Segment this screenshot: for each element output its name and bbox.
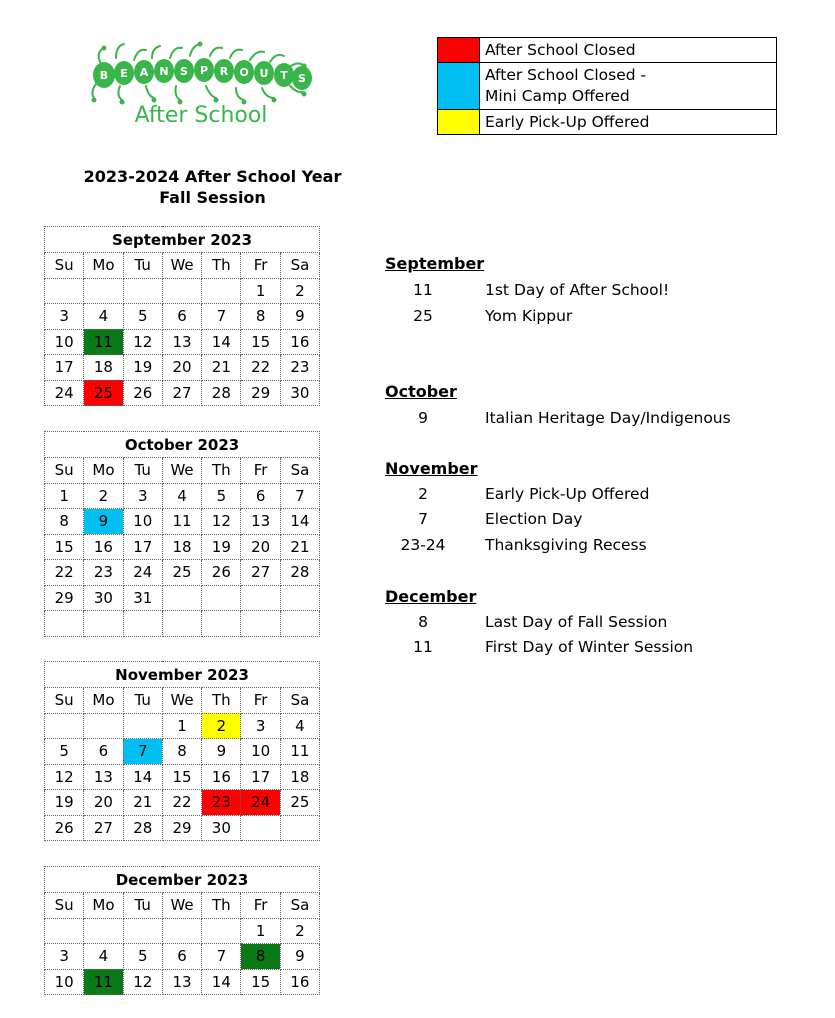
calendar-day: 12 <box>45 764 84 790</box>
calendar-day: 24 <box>241 790 280 816</box>
subtitle-line: Fall Session <box>159 188 266 207</box>
logo-letter: P <box>199 64 209 77</box>
calendar-day: 4 <box>84 304 123 330</box>
calendar-day: 17 <box>123 534 162 560</box>
calendar-day: 24 <box>123 560 162 586</box>
calendar-day: 8 <box>45 509 84 535</box>
calendar-weekday-row <box>45 253 320 279</box>
weekday-label: Th <box>202 688 241 714</box>
calendar-day: 16 <box>84 534 123 560</box>
calendar-week-row <box>45 304 320 330</box>
legend-row-early-pickup <box>438 110 777 135</box>
calendar-empty-cell <box>202 918 241 944</box>
legend-label <box>480 63 777 110</box>
weekday-label: Fr <box>241 893 280 919</box>
calendar-empty-cell <box>280 815 319 841</box>
calendar-day: 14 <box>202 329 241 355</box>
event-text: Election Day <box>485 510 583 528</box>
calendar-empty-cell <box>45 713 84 739</box>
weekday-label: Tu <box>123 458 162 484</box>
calendar-month-title: December 2023 <box>45 867 320 893</box>
calendar-day: 4 <box>280 713 319 739</box>
calendar-day: 13 <box>241 509 280 535</box>
calendar-empty-cell <box>45 611 84 637</box>
calendar-weekday-row <box>45 688 320 714</box>
calendar-weekday-row <box>45 458 320 484</box>
calendar-month-title: September 2023 <box>45 227 320 253</box>
calendar-empty-cell <box>123 918 162 944</box>
calendar-november <box>44 661 320 841</box>
calendar-day: 26 <box>123 380 162 406</box>
legend-swatch-blue <box>438 63 480 110</box>
calendar-empty-cell <box>162 918 201 944</box>
calendar-empty-cell <box>84 713 123 739</box>
logo-letter: T <box>280 69 288 82</box>
calendar-day: 6 <box>162 944 201 970</box>
calendar-week-row <box>45 713 320 739</box>
calendar-day: 2 <box>84 483 123 509</box>
calendar-day: 27 <box>162 380 201 406</box>
calendar-day: 21 <box>202 355 241 381</box>
calendar-day: 16 <box>280 329 319 355</box>
calendar-day: 3 <box>45 304 84 330</box>
calendar-day: 6 <box>162 304 201 330</box>
calendar-week-row <box>45 380 320 406</box>
events-month-heading: November <box>385 459 478 478</box>
event-text: Early Pick-Up Offered <box>485 485 650 503</box>
weekday-label: Mo <box>84 893 123 919</box>
calendar-day: 9 <box>280 304 319 330</box>
event-day: 8 <box>418 613 428 631</box>
events-month-heading: September <box>385 254 485 273</box>
calendar-day: 19 <box>45 790 84 816</box>
calendar-day: 27 <box>84 815 123 841</box>
calendar-day: 7 <box>123 739 162 765</box>
calendar-week-row <box>45 944 320 970</box>
logo-letter: S <box>298 72 306 85</box>
weekday-label: Sa <box>280 458 319 484</box>
event-text: First Day of Winter Session <box>485 638 694 656</box>
weekday-label: Su <box>45 253 84 279</box>
event-day: 9 <box>418 409 428 427</box>
calendar-empty-cell <box>280 611 319 637</box>
calendar-day: 22 <box>45 560 84 586</box>
calendar-day: 18 <box>84 355 123 381</box>
calendar-month-title: October 2023 <box>45 432 320 458</box>
calendar-day: 26 <box>202 560 241 586</box>
calendar-day: 10 <box>123 509 162 535</box>
calendar-header-row <box>45 662 320 688</box>
calendar-day: 23 <box>84 560 123 586</box>
legend-swatch-red <box>438 38 480 63</box>
calendar-weekday-row <box>45 893 320 919</box>
calendar-day: 3 <box>123 483 162 509</box>
calendar-empty-cell <box>241 585 280 611</box>
calendar-day: 14 <box>280 509 319 535</box>
weekday-label: Tu <box>123 893 162 919</box>
calendar-day: 16 <box>202 764 241 790</box>
calendar-day: 21 <box>123 790 162 816</box>
calendar-september <box>44 226 320 406</box>
event-day: 2 <box>418 485 428 503</box>
logo-letter: S <box>180 65 188 78</box>
calendar-day: 23 <box>280 355 319 381</box>
calendar-week-row <box>45 815 320 841</box>
legend-swatch-yellow <box>438 110 480 135</box>
calendar-empty-cell <box>241 815 280 841</box>
calendar-day: 5 <box>123 304 162 330</box>
calendar-day: 9 <box>84 509 123 535</box>
event-text: Italian Heritage Day/Indigenous <box>485 409 731 427</box>
calendar-day: 30 <box>280 380 319 406</box>
calendar-day: 3 <box>241 713 280 739</box>
event-text: Yom Kippur <box>485 307 573 325</box>
calendar-day: 22 <box>162 790 201 816</box>
calendar-day: 8 <box>241 944 280 970</box>
calendar-day: 8 <box>241 304 280 330</box>
weekday-label: We <box>162 893 201 919</box>
calendar-empty-cell <box>280 585 319 611</box>
calendar-empty-cell <box>202 278 241 304</box>
weekday-label: Sa <box>280 253 319 279</box>
calendar-day: 20 <box>162 355 201 381</box>
calendar-day: 20 <box>84 790 123 816</box>
calendar-day: 13 <box>84 764 123 790</box>
calendar-day: 14 <box>123 764 162 790</box>
calendar-empty-cell <box>241 611 280 637</box>
calendar-empty-cell <box>202 611 241 637</box>
calendar-week-row <box>45 483 320 509</box>
calendar-day: 5 <box>123 944 162 970</box>
calendar-empty-cell <box>123 713 162 739</box>
weekday-label: Fr <box>241 688 280 714</box>
calendar-day: 12 <box>123 329 162 355</box>
calendar-week-row <box>45 509 320 535</box>
logo-letter: B <box>99 69 109 82</box>
calendar-day: 1 <box>45 483 84 509</box>
logo-letter: E <box>120 67 128 80</box>
weekday-label: Mo <box>84 458 123 484</box>
weekday-label: Mo <box>84 253 123 279</box>
calendar-day: 1 <box>241 278 280 304</box>
weekday-label: Su <box>45 893 84 919</box>
calendar-day: 10 <box>45 329 84 355</box>
calendar-day: 31 <box>123 585 162 611</box>
event-day: 7 <box>418 510 428 528</box>
logo-letter: R <box>219 65 229 78</box>
calendar-day: 4 <box>84 944 123 970</box>
calendar-week-row <box>45 585 320 611</box>
legend <box>437 37 777 135</box>
logo-subtitle: After School <box>134 103 268 128</box>
calendar-day: 12 <box>202 509 241 535</box>
page-title <box>60 166 365 208</box>
calendar-week-row <box>45 764 320 790</box>
calendar-december <box>44 866 320 995</box>
weekday-label: Tu <box>123 688 162 714</box>
calendar-day: 23 <box>202 790 241 816</box>
weekday-label: We <box>162 688 201 714</box>
calendar-day: 22 <box>241 355 280 381</box>
calendar-day: 3 <box>45 944 84 970</box>
calendar-day: 15 <box>241 329 280 355</box>
calendar-day: 30 <box>202 815 241 841</box>
calendar-day: 18 <box>280 764 319 790</box>
weekday-label: We <box>162 458 201 484</box>
logo-letter: O <box>239 66 249 79</box>
calendar-empty-cell <box>45 278 84 304</box>
legend-label-line: After School Closed - <box>485 66 647 84</box>
calendar-day: 24 <box>45 380 84 406</box>
calendar-week-row <box>45 534 320 560</box>
calendar-day: 17 <box>241 764 280 790</box>
calendar-day: 13 <box>162 969 201 995</box>
event-day: 11 <box>413 638 433 656</box>
event-text: 1st Day of After School! <box>485 281 670 299</box>
calendar-day: 25 <box>280 790 319 816</box>
calendar-day: 28 <box>280 560 319 586</box>
calendar-day: 14 <box>202 969 241 995</box>
calendar-day: 4 <box>162 483 201 509</box>
calendar-empty-cell <box>202 585 241 611</box>
legend-label-line: Mini Camp Offered <box>485 87 630 105</box>
logo-graphic <box>86 40 316 130</box>
calendar-day: 7 <box>280 483 319 509</box>
weekday-label: Th <box>202 458 241 484</box>
calendar-empty-cell <box>84 611 123 637</box>
event-day: 25 <box>413 307 433 325</box>
weekday-label: Su <box>45 688 84 714</box>
event-text: Last Day of Fall Session <box>485 613 668 631</box>
calendar-day: 9 <box>202 739 241 765</box>
calendar-empty-cell <box>84 278 123 304</box>
calendar-day: 20 <box>241 534 280 560</box>
calendar-day: 15 <box>45 534 84 560</box>
legend-label: After School Closed <box>480 38 777 63</box>
calendar-header-row <box>45 432 320 458</box>
calendar-day: 12 <box>123 969 162 995</box>
beansprouts-logo <box>86 40 316 130</box>
calendar-day: 28 <box>202 380 241 406</box>
calendar-day: 2 <box>280 278 319 304</box>
calendar-day: 8 <box>162 739 201 765</box>
calendar-day: 18 <box>162 534 201 560</box>
weekday-label: We <box>162 253 201 279</box>
calendar-day: 11 <box>84 969 123 995</box>
calendar-empty-cell <box>162 278 201 304</box>
legend-label: Early Pick-Up Offered <box>480 110 777 135</box>
calendar-day: 6 <box>84 739 123 765</box>
calendar-week-row <box>45 739 320 765</box>
legend-row-closed <box>438 38 777 63</box>
calendar-day: 1 <box>162 713 201 739</box>
calendar-week-row <box>45 329 320 355</box>
event-text: Thanksgiving Recess <box>485 536 647 554</box>
calendar-header-row <box>45 227 320 253</box>
calendar-week-row <box>45 278 320 304</box>
calendar-empty-cell <box>84 918 123 944</box>
weekday-label: Th <box>202 253 241 279</box>
events-month-heading: December <box>385 587 477 606</box>
weekday-label: Fr <box>241 253 280 279</box>
calendar-day: 27 <box>241 560 280 586</box>
calendar-day: 9 <box>280 944 319 970</box>
calendar-day: 2 <box>202 713 241 739</box>
calendar-day: 11 <box>84 329 123 355</box>
calendar-week-row <box>45 918 320 944</box>
events-month-heading: October <box>385 382 457 401</box>
calendar-week-row <box>45 611 320 637</box>
title-line: 2023-2024 After School Year <box>83 167 342 186</box>
calendar-day: 13 <box>162 329 201 355</box>
calendar-header-row <box>45 867 320 893</box>
calendar-day: 25 <box>162 560 201 586</box>
calendar-day: 26 <box>45 815 84 841</box>
logo-letter: U <box>259 67 269 80</box>
weekday-label: Tu <box>123 253 162 279</box>
calendar-empty-cell <box>123 611 162 637</box>
calendar-day: 19 <box>202 534 241 560</box>
calendar-day: 30 <box>84 585 123 611</box>
calendar-day: 10 <box>241 739 280 765</box>
calendar-day: 7 <box>202 944 241 970</box>
calendar-week-row <box>45 560 320 586</box>
calendar-day: 2 <box>280 918 319 944</box>
weekday-label: Th <box>202 893 241 919</box>
calendar-day: 11 <box>162 509 201 535</box>
calendar-week-row <box>45 790 320 816</box>
calendar-day: 28 <box>123 815 162 841</box>
calendar-week-row <box>45 355 320 381</box>
logo-letter: A <box>139 66 149 79</box>
calendar-day: 6 <box>241 483 280 509</box>
calendar-empty-cell <box>123 278 162 304</box>
calendar-day: 15 <box>162 764 201 790</box>
weekday-label: Su <box>45 458 84 484</box>
calendar-week-row <box>45 969 320 995</box>
calendar-day: 21 <box>280 534 319 560</box>
calendar-day: 11 <box>280 739 319 765</box>
weekday-label: Mo <box>84 688 123 714</box>
event-day: 23-24 <box>400 536 446 554</box>
weekday-label: Fr <box>241 458 280 484</box>
event-day: 11 <box>413 281 433 299</box>
calendar-empty-cell <box>45 918 84 944</box>
calendar-day: 29 <box>241 380 280 406</box>
calendar-day: 1 <box>241 918 280 944</box>
calendar-month-title: November 2023 <box>45 662 320 688</box>
calendar-day: 5 <box>202 483 241 509</box>
calendar-day: 25 <box>84 380 123 406</box>
logo-letter: N <box>159 65 169 78</box>
calendar-day: 10 <box>45 969 84 995</box>
calendar-day: 17 <box>45 355 84 381</box>
weekday-label: Sa <box>280 893 319 919</box>
calendar-day: 15 <box>241 969 280 995</box>
calendar-october <box>44 431 320 637</box>
calendar-day: 29 <box>162 815 201 841</box>
calendar-day: 5 <box>45 739 84 765</box>
calendar-day: 19 <box>123 355 162 381</box>
calendar-empty-cell <box>162 585 201 611</box>
weekday-label: Sa <box>280 688 319 714</box>
calendar-empty-cell <box>162 611 201 637</box>
calendar-day: 7 <box>202 304 241 330</box>
calendar-day: 16 <box>280 969 319 995</box>
calendar-day: 29 <box>45 585 84 611</box>
legend-row-mini-camp <box>438 63 777 110</box>
